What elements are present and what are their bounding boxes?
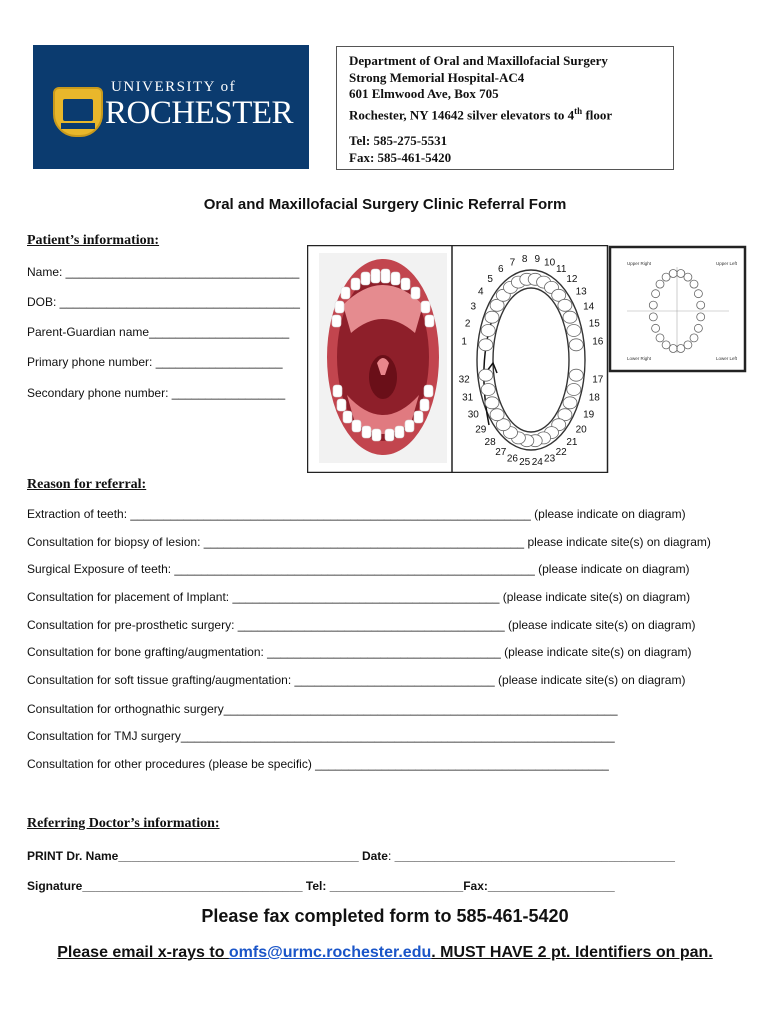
label-upper-right: Upper Right xyxy=(627,261,652,266)
tooth-number-label: 6 xyxy=(498,264,504,276)
tooth-number-label: 2 xyxy=(464,318,471,330)
tooth-number-label: 20 xyxy=(575,424,587,436)
tooth-30[interactable] xyxy=(485,397,499,409)
tooth-29[interactable] xyxy=(490,409,504,421)
tooth-32[interactable] xyxy=(479,369,493,381)
doctor-signature-row xyxy=(27,879,615,893)
doctor-name-date-row: PRINT Dr. Name____________________________________ Date: __________________________________________ xyxy=(27,849,675,863)
referral-reason-item[interactable]: Consultation for orthognathic surgery___________________________________________________________ xyxy=(27,702,618,716)
date-label: Date xyxy=(358,849,388,863)
print-name-field[interactable]: ____________________________________ xyxy=(118,849,359,863)
tooth-number-label: 9 xyxy=(534,253,541,265)
patient-name-field[interactable]: Name: ___________________________________ xyxy=(27,265,300,279)
logo-line-university: UNIVERSITY of xyxy=(111,79,237,95)
tel-field[interactable]: ____________________ xyxy=(329,879,464,893)
tooth-18[interactable] xyxy=(567,384,581,396)
primary-phone-field[interactable]: Primary phone number: ___________________ xyxy=(27,355,283,369)
address-city: Rochester, NY 14642 silver elevators to 4th floor xyxy=(349,105,613,122)
referral-reason-item[interactable]: Consultation for biopsy of lesion: ________________________________________________ please indicate site(s) on diagram) xyxy=(27,535,711,549)
tooth-16[interactable] xyxy=(569,339,583,351)
referral-reason-item[interactable]: Consultation for soft tissue grafting/augmentation: ______________________________ (please indicate site(s) on diagram) xyxy=(27,673,686,687)
open-mouth-illustration xyxy=(319,253,447,463)
tooth-3[interactable] xyxy=(485,311,499,323)
department-address-box xyxy=(336,46,674,170)
tooth-2[interactable] xyxy=(481,325,495,337)
tooth-number-label: 28 xyxy=(484,437,496,448)
tooth-number-label: 21 xyxy=(566,437,578,448)
secondary-phone-field[interactable]: Secondary phone number: _________________ xyxy=(27,386,286,400)
tooth-number-label: 12 xyxy=(566,274,578,285)
tooth-number-label: 24 xyxy=(531,457,543,469)
tooth-17[interactable] xyxy=(569,369,583,381)
tooth-31[interactable] xyxy=(481,384,495,396)
referral-reason-item[interactable]: Consultation for pre-prosthetic surgery: ________________________________________ (please indicate site(s) on diagram) xyxy=(27,618,696,632)
signature-label: Signature xyxy=(27,879,83,893)
print-name-label: PRINT Dr. Name xyxy=(27,849,119,863)
tooth-number-label: 7 xyxy=(509,257,516,269)
email-instruction: Please email x-rays to omfs@urmc.rochester.edu. MUST HAVE 2 pt. Identifiers on pan. xyxy=(57,944,713,961)
referring-doctor-heading: Referring Doctor’s information: xyxy=(27,816,220,831)
tooth-number-label: 8 xyxy=(521,253,528,265)
label-upper-left: Upper Left xyxy=(716,261,738,266)
referral-reason-item[interactable]: Consultation for other procedures (please be specific) ____________________________________________ xyxy=(27,757,609,771)
address-hospital: Strong Memorial Hospital-AC4 xyxy=(349,69,525,85)
dental-diagram[interactable] xyxy=(307,245,747,473)
tooth-number-label: 5 xyxy=(487,274,493,285)
referral-reason-item[interactable]: Consultation for placement of Implant: ________________________________________ (please indicate site(s) on diagram) xyxy=(27,590,691,604)
tooth-number-label: 1 xyxy=(461,336,467,348)
form-title: Oral and Maxillofacial Surgery Clinic Referral Form xyxy=(203,196,567,213)
tooth-13[interactable] xyxy=(558,299,572,311)
label-lower-left: Lower Left xyxy=(716,356,738,361)
address-department: Department of Oral and Maxillofacial Surgery xyxy=(349,53,608,68)
tooth-14[interactable] xyxy=(563,311,577,323)
patient-info-heading: Patient’s information: xyxy=(27,233,160,248)
fax-instruction: Please fax completed form to 585-461-5420 xyxy=(201,906,569,926)
referral-reason-item[interactable]: Consultation for bone grafting/augmentation: ___________________________________ (please indicate site(s) on diagram) xyxy=(27,645,692,659)
tooth-number-label: 30 xyxy=(467,409,479,421)
tooth-number-label: 13 xyxy=(575,286,587,298)
tooth-number-label: 27 xyxy=(495,446,507,458)
referral-reason-heading: Reason for referral: xyxy=(27,477,147,492)
tooth-number-label: 23 xyxy=(544,453,556,465)
signature-field[interactable]: _________________________________ xyxy=(82,879,303,893)
address-street: 601 Elmwood Ave, Box 705 xyxy=(349,86,499,101)
university-logo xyxy=(33,45,309,169)
tooth-15[interactable] xyxy=(567,325,581,337)
fax-field[interactable]: ___________________ xyxy=(487,879,615,893)
logo-line-rochester: ROCHESTER xyxy=(105,95,294,131)
tooth-number-label: 22 xyxy=(555,446,567,458)
tooth-1[interactable] xyxy=(479,339,493,351)
tooth-number-label: 10 xyxy=(544,257,556,269)
tooth-number-label: 11 xyxy=(556,264,567,276)
tooth-19[interactable] xyxy=(563,397,577,409)
tooth-number-label: 19 xyxy=(583,409,595,421)
tooth-number-label: 26 xyxy=(506,453,518,465)
tooth-number-label: 29 xyxy=(475,424,487,436)
address-fax: Fax: 585-461-5420 xyxy=(349,149,452,165)
tel-label: Tel: xyxy=(302,879,330,893)
referral-reason-item[interactable]: Extraction of teeth: ____________________________________________________________ (please indicate on diagram) xyxy=(27,507,686,521)
parent-guardian-field[interactable]: Parent-Guardian name_____________________ xyxy=(27,325,290,339)
tooth-number-label: 32 xyxy=(458,374,470,386)
address-tel: Tel: 585-275-5531 xyxy=(349,133,448,149)
tooth-number-label: 15 xyxy=(588,318,600,330)
email-link[interactable]: omfs@urmc.rochester.edu xyxy=(228,944,432,961)
date-field[interactable]: __________________________________________ xyxy=(394,849,675,863)
tooth-number-label: 31 xyxy=(462,392,474,404)
tooth-number-label: 14 xyxy=(583,301,595,313)
tooth-number-label: 4 xyxy=(478,286,484,298)
tooth-number-label: 16 xyxy=(592,336,604,348)
referral-reason-item[interactable]: Surgical Exposure of teeth: ______________________________________________________ (please indicate on diagram) xyxy=(27,562,690,576)
tooth-number-label: 25 xyxy=(519,457,531,469)
fax-label: Fax: xyxy=(463,879,488,893)
patient-dob-field[interactable]: DOB: ____________________________________ xyxy=(27,295,300,309)
tooth-number-label: 18 xyxy=(588,392,600,404)
label-lower-right: Lower Right xyxy=(627,356,652,361)
tooth-number-label: 17 xyxy=(592,374,604,386)
tooth-number-label: 3 xyxy=(470,301,477,313)
referral-reason-item[interactable]: Consultation for TMJ surgery_________________________________________________________________ xyxy=(27,729,615,743)
university-seal-icon xyxy=(53,87,103,137)
